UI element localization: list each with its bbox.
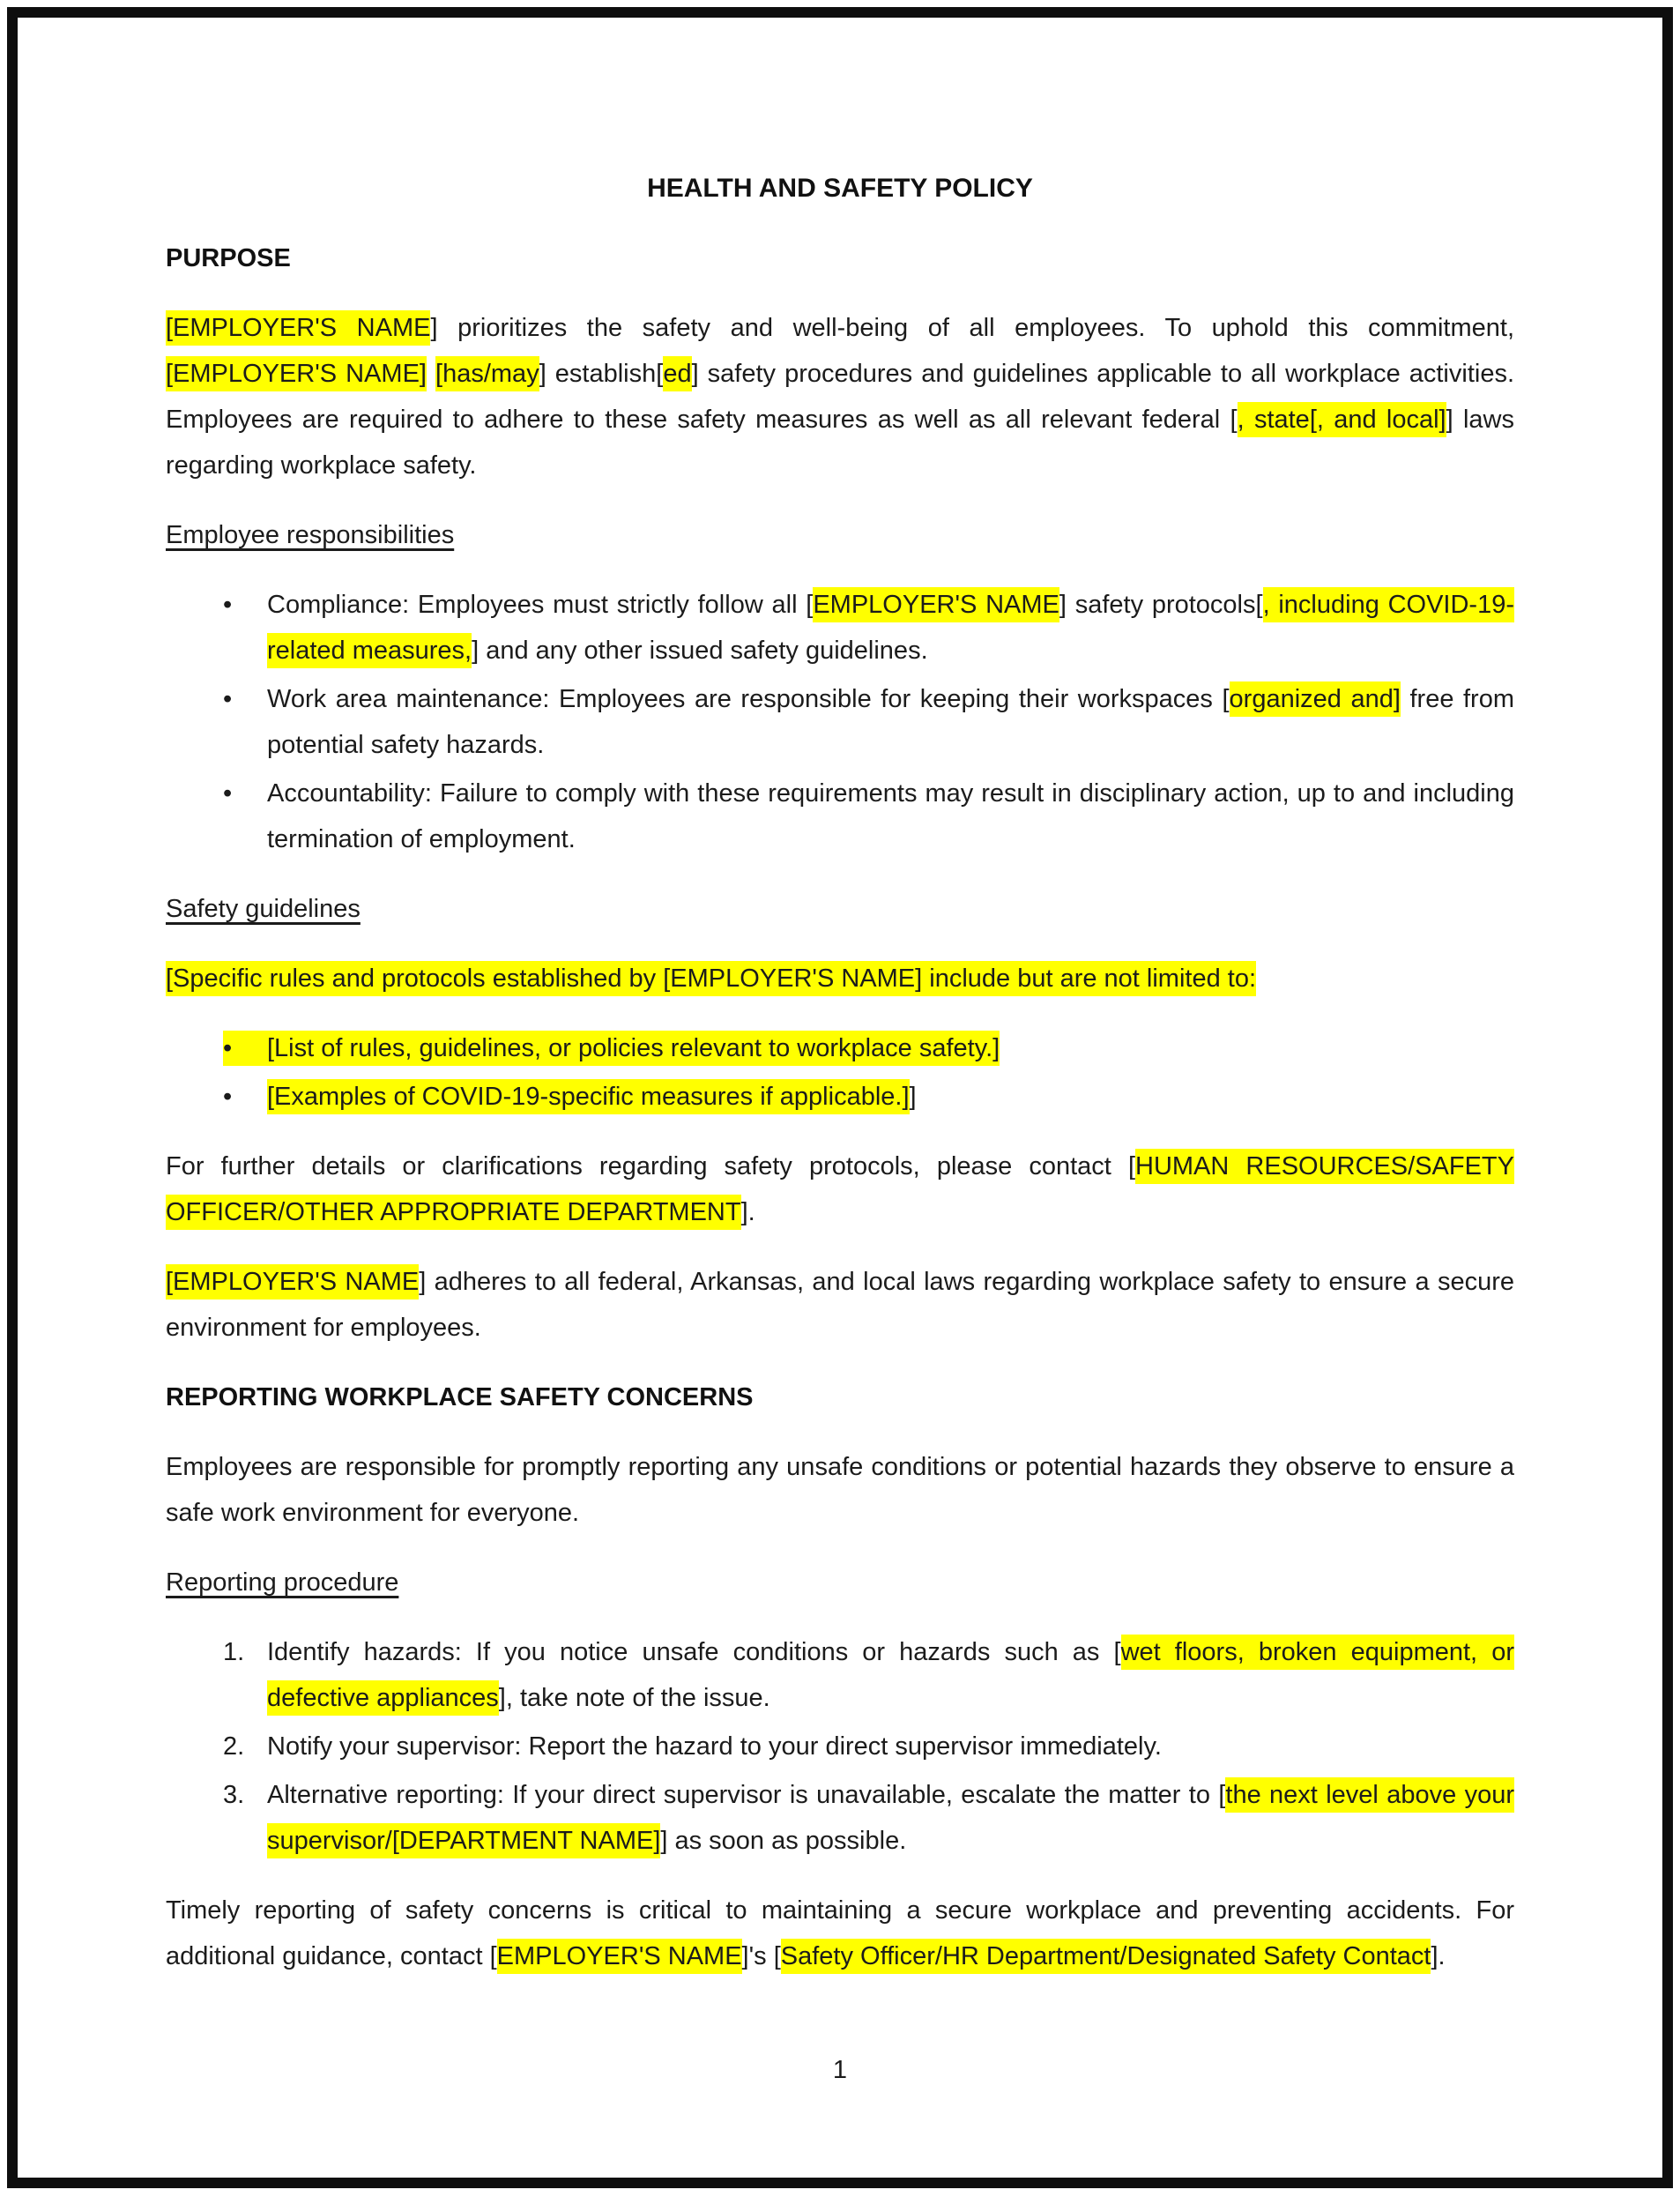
text-segment: ] laws regarding workplace safety. [166,406,1514,480]
text-segment [427,360,435,388]
text-segment: ] establish[ [539,360,664,388]
text-segment: Identify hazards: If you notice unsafe conditions or hazards such as [ [267,1638,1121,1666]
document-content [166,0,1514,2003]
highlighted-text-segment: EMPLOYER'S NAME [813,587,1059,622]
text-segment: ] safety procedures and guidelines applicable to all workplace activities. Employees are required to adhere to these safety measures as well as all relevant federal [ [166,360,1515,434]
subsection-heading: Safety guidelines [166,895,361,923]
subsection-heading: Employee responsibilities [166,521,455,549]
section-heading: REPORTING WORKPLACE SAFETY CONCERNS [166,1383,754,1411]
highlighted-text-segment: [has/may [435,356,539,391]
paragraph [166,956,1514,1002]
text-segment: ] adheres to all federal, Arkansas, and local laws regarding workplace safety to ensure a secure environment for employees. [166,1268,1515,1342]
text-segment: Notify your supervisor: Report the hazard to your direct supervisor immediately. [267,1732,1162,1761]
list-item [166,1025,1514,1071]
highlighted-text-segment: [EMPLOYER'S NAME [166,1264,419,1300]
bullet-list [166,1025,1514,1120]
text-segment: ] safety protocols[ [1059,591,1263,619]
list-number: 2. [223,1732,245,1761]
page-number: 1 [832,2056,848,2084]
text-segment: Accountability: Failure to comply with these requirements may result in disciplinary action, up to and including termination of employment. [267,779,1514,853]
list-item [166,771,1514,862]
highlighted-text-segment: [EMPLOYER'S NAME] [166,356,427,391]
highlighted-text-segment: the next level above your supervisor/[DEPARTMENT NAME] [267,1777,1514,1858]
bullet-icon: • [223,779,233,808]
highlighted-text-segment: [List of rules, guidelines, or policies relevant to workplace safety.] [267,1034,1000,1062]
text-segment: ] as soon as possible. [660,1827,907,1855]
bullet-icon: • [223,591,233,619]
text-segment: ] [909,1083,917,1111]
paragraph [166,1259,1514,1351]
text-segment: ]. [740,1198,755,1226]
text-segment: ] prioritizes the safety and well-being of all employees. To uphold this commitment, [430,314,1515,342]
text-segment: For further details or clarifications regarding safety protocols, please contact [ [166,1152,1136,1180]
list-number: 3. [223,1781,245,1809]
text-segment: ]'s [ [741,1942,781,1970]
list-item [166,1074,1514,1120]
list-item [166,1772,1514,1864]
highlighted-text-segment: wet floors, broken equipment, or defective appliances [267,1635,1514,1716]
highlighted-text-segment: organized and] [1230,681,1401,717]
highlighted-text-segment: , state[, and local] [1238,402,1446,437]
document-title: HEALTH AND SAFETY POLICY [647,174,1033,203]
paragraph [166,1444,1514,1536]
list-item [166,676,1514,768]
paragraph [166,1888,1514,1979]
text-segment: ] and any other issued safety guidelines. [472,637,928,665]
bullet-icon: • [223,685,233,713]
text-segment: Employees are responsible for promptly reporting any unsafe conditions or potential hazards they observe to ensure a safe work environment for everyone. [166,1453,1514,1527]
highlighted-text-segment: , including COVID-19-related measures, [267,587,1514,668]
bullet-icon: • [223,1034,233,1062]
bullet-icon: • [223,1083,233,1111]
paragraph [166,305,1514,488]
list-item [166,1629,1514,1721]
highlighted-text-segment: ed [663,356,691,391]
highlighted-text-segment: [EMPLOYER'S NAME [166,310,430,346]
highlighted-run [223,1031,1000,1066]
text-segment: ], take note of the issue. [498,1684,770,1712]
highlighted-text-segment: EMPLOYER'S NAME [497,1939,742,1974]
subsection-heading: Reporting procedure [166,1568,399,1597]
bullet-list [166,582,1514,862]
section-heading: PURPOSE [166,244,291,272]
text-segment: Timely reporting of safety concerns is critical to maintaining a secure workplace and preventing accidents. For additional guidance, contact [ [166,1896,1514,1970]
highlighted-text-segment: [Specific rules and protocols established by [EMPLOYER'S NAME] include but are not limited to: [166,961,1256,996]
text-segment: Work area maintenance: Employees are responsible for keeping their workspaces [ [267,685,1230,713]
text-segment: ]. [1431,1942,1446,1970]
numbered-list [166,1629,1514,1864]
highlighted-text-segment: [Examples of COVID-19-specific measures if applicable.] [267,1079,910,1114]
highlighted-text-segment: Safety Officer/HR Department/Designated Safety Contact [781,1939,1431,1974]
text-segment: Alternative reporting: If your direct supervisor is unavailable, escalate the matter to [ [267,1781,1226,1809]
text-segment: free from potential safety hazards. [267,685,1515,759]
paragraph [166,1143,1514,1235]
list-item [166,582,1514,674]
text-segment: Compliance: Employees must strictly follow all [ [267,591,814,619]
list-item [166,1724,1514,1769]
highlighted-text-segment: HUMAN RESOURCES/SAFETY OFFICER/OTHER APPROPRIATE DEPARTMENT [166,1149,1514,1230]
list-number: 1. [223,1638,245,1666]
